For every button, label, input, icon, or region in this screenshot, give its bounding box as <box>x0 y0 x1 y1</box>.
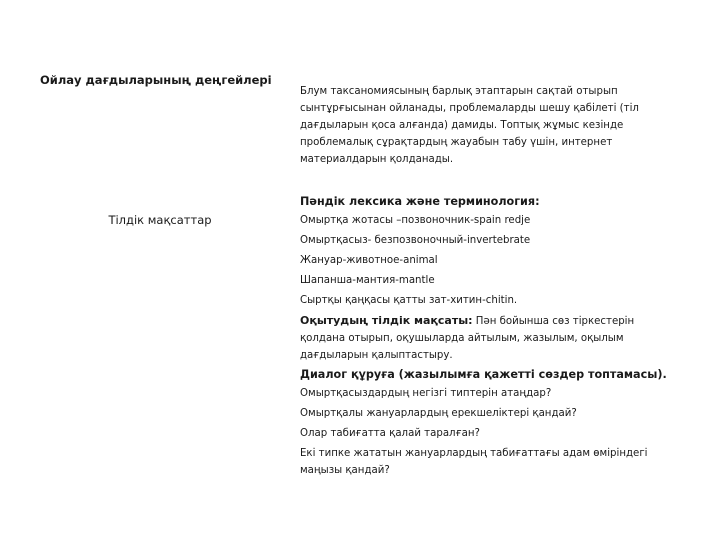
term-item: Омыртқасыз- безпозвоночный-invertebrate <box>300 235 531 246</box>
dialog-heading: Диалог құруға (жазылымға қажетті сөздер топтамасы). <box>300 368 667 381</box>
language-goals-section <box>300 193 680 481</box>
term-item: Шапанша-мантия-mantle <box>300 275 435 286</box>
term-item: Сыртқы қаңқасы қатты зат-хитин-chitin. <box>300 295 518 306</box>
question-item: Омыртқасыздардың негізгі типтерін атаңдар? <box>300 388 552 399</box>
language-goals-heading: Тілдік мақсаттар <box>108 213 212 227</box>
lexicon-heading: Пәндік лексика және терминология: <box>300 195 540 208</box>
term-item: Омыртқа жотасы –позвоночник-spain redje <box>300 215 531 226</box>
thinking-levels-text: Блум таксаномиясының барлық этаптарын сақтай отырып сынтұрғысынан ойланады, проблемаларды шешу қабілеті (тіл дағдыларын қоса алғанда) дамиды. Топтық жұмыс кезінде проблемалық сұрақтардың жауабын табу үшін, интернет материалдарын қолданады. <box>300 86 639 165</box>
question-item: Екі типке жататын жануарлардың табиғаттағы адам өміріндегі маңызы қандай? <box>300 448 648 476</box>
thinking-levels-heading: Ойлау дағдыларының деңгейлері <box>40 73 272 87</box>
question-item: Олар табиғатта қалай таралған? <box>300 428 480 439</box>
learning-goal-heading: Оқытудың тілдік мақсаты: <box>300 314 473 327</box>
learning-goal-text: Пән бойынша сөз тіркестерін қолдана отырып, оқушыларда айтылым, жазылым, оқылым дағдыларын қалыптастыру. <box>300 316 635 361</box>
question-item: Омыртқалы жануарлардың ерекшеліктері қандай? <box>300 408 577 419</box>
term-item: Жануар-животное-animal <box>300 255 438 266</box>
learning-goal-paragraph <box>300 312 680 364</box>
